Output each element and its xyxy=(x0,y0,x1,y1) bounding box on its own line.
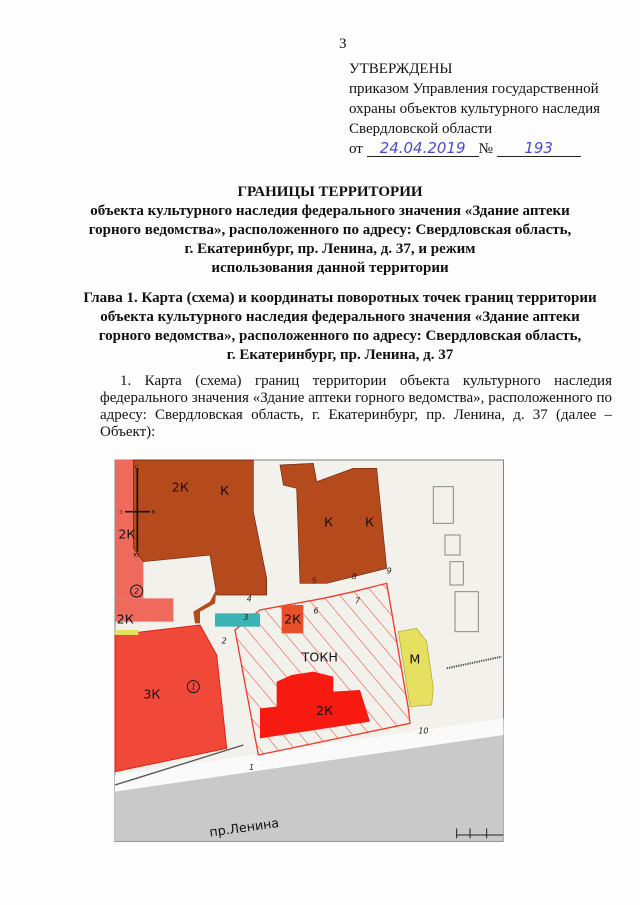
title-line: использования данной территории xyxy=(211,260,449,276)
label-2k: 2К xyxy=(171,479,189,495)
label-k: К xyxy=(220,483,229,498)
chapter-line: горного ведомства», расположенного по адресу: Свердловская область, xyxy=(98,328,582,344)
compass-e: В xyxy=(151,509,156,516)
point-1: 1 xyxy=(249,763,255,772)
chapter-line: объекта культурного наследия федерального значения «Здание аптеки xyxy=(100,309,580,325)
body-paragraph: 1. Карта (схема) границ территории объекта культурного наследия федерального значения «Здание аптеки горного ведомства», расположенного по адресу: Свердловская область, г. Екатеринбург, пр. Ленина, д. 37 (далее – Объект): xyxy=(100,373,612,440)
point-3: 3 xyxy=(243,613,249,622)
building-3k xyxy=(115,625,227,772)
chapter-heading xyxy=(60,289,620,365)
approval-heading: УТВЕРЖДЕНЫ xyxy=(349,61,453,77)
compass-n: С xyxy=(135,464,139,471)
approval-line: Свердловской области xyxy=(349,121,493,137)
date-value: 24.04.2019 xyxy=(367,140,479,157)
point-4: 4 xyxy=(246,594,252,604)
circled-number: 2 xyxy=(134,587,140,596)
order-number: 193 xyxy=(497,140,581,157)
label-k: К xyxy=(324,514,333,530)
point-9: 9 xyxy=(386,566,392,576)
chapter-line: Глава 1. Карта (схема) и координаты поворотных точек границ территории xyxy=(83,290,597,306)
point-5: 5 xyxy=(311,576,317,586)
date-prefix: от xyxy=(349,141,363,157)
circled-number: 1 xyxy=(191,682,197,692)
point-10: 10 xyxy=(418,726,429,736)
point-2: 2 xyxy=(221,636,227,646)
title-line: ГРАНИЦЫ ТЕРРИТОРИИ xyxy=(237,184,423,200)
approval-line: приказом Управления государственной xyxy=(349,81,599,97)
yellow-strip xyxy=(115,630,138,635)
label-3k: 3К xyxy=(143,686,161,702)
approval-date-line xyxy=(349,139,600,159)
label-2k: 2К xyxy=(118,526,136,542)
street-label: пр.Ленина xyxy=(208,815,280,840)
point-8: 8 xyxy=(351,572,357,581)
number-prefix: № xyxy=(478,141,493,157)
title-line: горного ведомства», расположенного по адресу: Свердловская область, xyxy=(88,222,572,238)
document-title xyxy=(60,183,600,278)
compass-s: Ю xyxy=(133,552,139,559)
label-tokn: ТОКН xyxy=(301,649,338,665)
approval-line: охраны объектов культурного наследия xyxy=(349,101,601,117)
approval-block xyxy=(349,59,600,159)
title-line: г. Екатеринбург, пр. Ленина, д. 37, и режим xyxy=(184,241,476,257)
chapter-line: г. Екатеринбург, пр. Ленина, д. 37 xyxy=(226,347,454,363)
label-2k: 2К xyxy=(116,611,134,627)
territory-map xyxy=(100,455,520,855)
page-number: 3 xyxy=(339,36,347,52)
title-line: объекта культурного наследия федерального значения «Здание аптеки xyxy=(90,203,570,219)
compass-w: З xyxy=(119,509,123,516)
point-7: 7 xyxy=(355,596,361,606)
teal-structure xyxy=(215,613,260,626)
label-2k: 2К xyxy=(284,611,302,627)
label-m: М xyxy=(409,651,421,667)
label-2k: 2К xyxy=(316,703,334,718)
label-k: К xyxy=(365,514,374,530)
point-6: 6 xyxy=(313,606,319,616)
